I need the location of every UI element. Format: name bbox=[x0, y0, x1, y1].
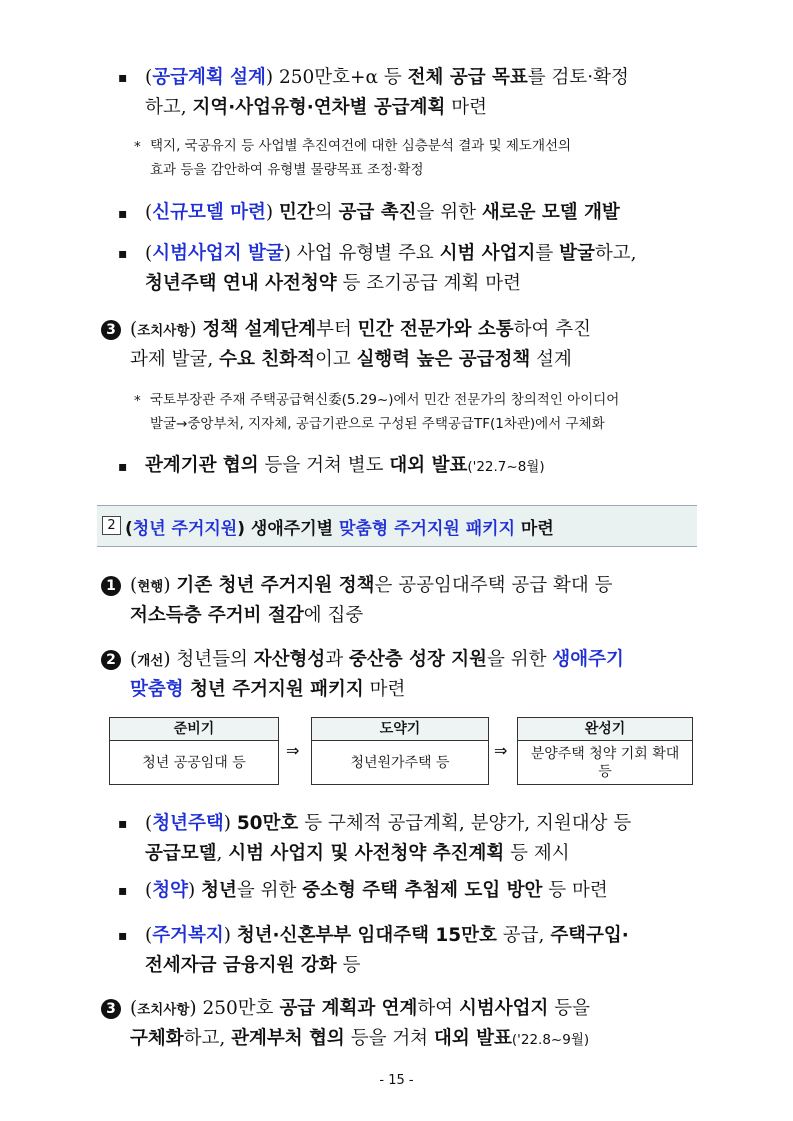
circled-number-1: 1 bbox=[101, 576, 121, 596]
item-action-second: (조치사항) 250만호 공급 계획과 연계하여 시범사업지 등을 bbox=[130, 998, 591, 1019]
bullet-agency-consult: 관계기관 협의 등을 거쳐 별도 대외 발표('22.7~8월) bbox=[145, 455, 545, 476]
bullet-youth-housing: (청년주택) 50만호 등 구체적 공급계획, 분양가, 지원대상 등 bbox=[145, 813, 632, 834]
note-plan-design-line2: 효과 등을 감안하여 유형별 물량목표 조정·확정 bbox=[150, 162, 424, 178]
bullet-plan-design: (공급계획 설계) 250만호+α 등 전체 공급 목표를 검토·확정 bbox=[145, 67, 629, 88]
item-action-second-line2: 구체화하고, 관계부처 협의 등을 거쳐 대외 발표('22.8~9월) bbox=[130, 1028, 590, 1049]
stage-head: 완성기 bbox=[518, 718, 692, 741]
arrow-icon: ⇒ bbox=[286, 741, 300, 760]
bullet-mark: ▪ bbox=[118, 70, 128, 86]
note-mark: * bbox=[134, 139, 141, 155]
stage-head: 도약기 bbox=[312, 718, 488, 741]
item-improve: (개선) 청년들의 자산형성과 중산층 성장 지원을 위한 생애주기 bbox=[130, 649, 624, 670]
stage-body: 분양주택 청약 기회 확대 등 bbox=[530, 745, 680, 780]
bullet-pilot-site: (시범사업지 발굴) 사업 유형별 주요 시범 사업지를 발굴하고, bbox=[145, 243, 637, 264]
item-action-first-line2: 과제 발굴, 수요 친화적이고 실행력 높은 공급정책 설계 bbox=[130, 349, 572, 370]
stage-head: 준비기 bbox=[110, 718, 278, 741]
stage-completion bbox=[517, 717, 693, 785]
circled-number-3: 3 bbox=[101, 320, 121, 340]
bullet-mark: ▪ bbox=[118, 928, 128, 944]
bullet-new-model: (신규모델 마련) 민간의 공급 촉진을 위한 새로운 모델 개발 bbox=[145, 202, 620, 223]
stage-preparation bbox=[109, 717, 279, 785]
note-committee-line2: 발굴→중앙부처, 지자체, 공급기관으로 구성된 주택공급TF(1차관)에서 구체화 bbox=[150, 416, 605, 432]
bullet-mark: ▪ bbox=[118, 246, 128, 262]
bullet-pilot-site-line2: 청년주택 연내 사전청약 등 조기공급 계획 마련 bbox=[145, 273, 521, 294]
item-current: (현행) 기존 청년 주거지원 정책은 공공임대주택 공급 확대 등 bbox=[130, 575, 613, 596]
bullet-mark: ▪ bbox=[118, 206, 128, 222]
bullet-mark: ▪ bbox=[118, 459, 128, 475]
item-current-line2: 저소득층 주거비 절감에 집중 bbox=[130, 605, 364, 626]
bullet-housing-welfare-line2: 전세자금 금융지원 강화 등 bbox=[145, 955, 361, 976]
bullet-housing-welfare: (주거복지) 청년·신혼부부 임대주택 15만호 공급, 주택구입· bbox=[145, 925, 629, 946]
section-title: (청년 주거지원) 생애주기별 맞춤형 주거지원 패키지 마련 bbox=[125, 519, 554, 539]
page-number: - 15 - bbox=[379, 1073, 414, 1088]
bullet-subscription: (청약) 청년을 위한 중소형 주택 추첨제 도입 방안 등 마련 bbox=[145, 880, 608, 901]
circled-number-3: 3 bbox=[101, 999, 121, 1019]
bullet-mark: ▪ bbox=[118, 816, 128, 832]
stage-body: 청년원가주택 등 bbox=[350, 754, 450, 771]
circled-number-2: 2 bbox=[101, 650, 121, 670]
section-header bbox=[97, 505, 697, 547]
bullet-plan-design-line2: 하고, 지역·사업유형·연차별 공급계획 마련 bbox=[145, 97, 487, 118]
item-action-first: (조치사항) 정책 설계단계부터 민간 전문가와 소통하여 추진 bbox=[130, 319, 592, 340]
stage-leap bbox=[311, 717, 489, 785]
bullet-mark: ▪ bbox=[118, 883, 128, 899]
stage-body: 청년 공공임대 등 bbox=[142, 754, 246, 771]
note-committee: 국토부장관 주재 주택공급혁신委(5.29~)에서 민간 전문가의 창의적인 아이디어 bbox=[150, 392, 620, 408]
note-mark: * bbox=[134, 393, 141, 409]
note-plan-design: 택지, 국공유지 등 사업별 추진여건에 대한 심층분석 결과 및 제도개선의 bbox=[150, 138, 572, 154]
item-improve-line2: 맞춤형 청년 주거지원 패키지 마련 bbox=[130, 679, 406, 700]
section-number-box: 2 bbox=[102, 516, 121, 535]
arrow-icon: ⇒ bbox=[494, 741, 508, 760]
bullet-youth-housing-line2: 공급모델, 시범 사업지 및 사전청약 추진계획 등 제시 bbox=[145, 843, 570, 864]
